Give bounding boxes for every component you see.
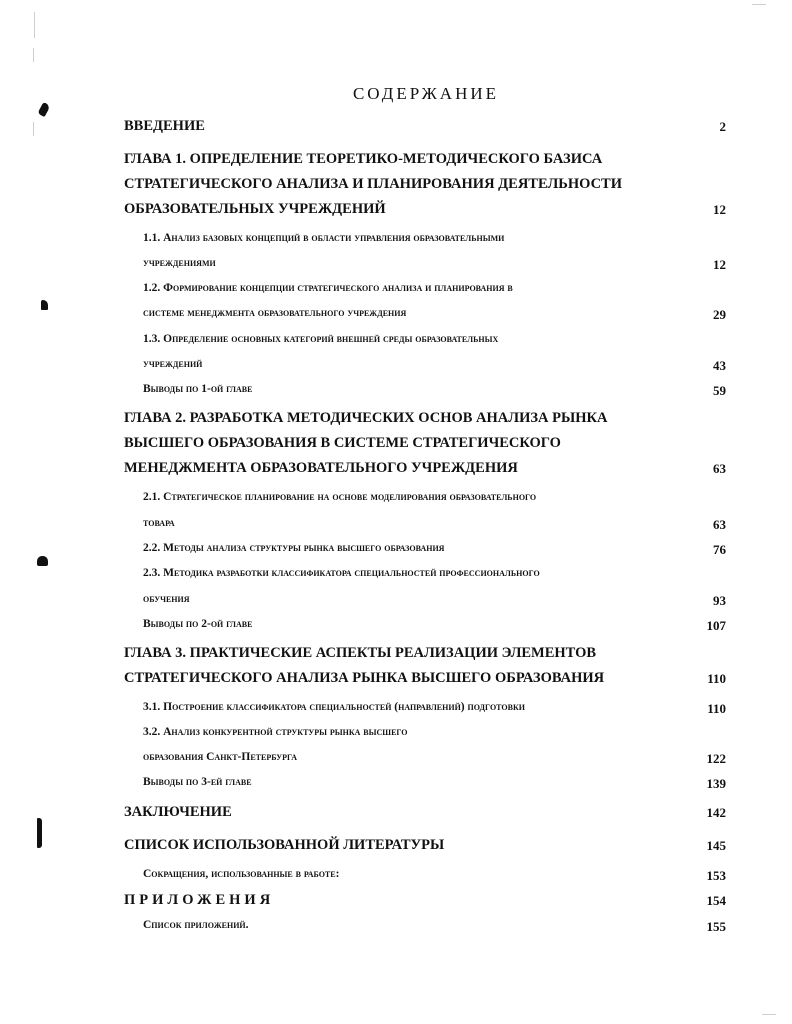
toc-page-number: 122 [706, 751, 726, 766]
toc-chapter: СТРАТЕГИЧЕСКОГО АНАЛИЗА И ПЛАНИРОВАНИЯ ДЕЯТЕЛЬНОСТИ [124, 176, 622, 192]
toc-section: 1.3. Определение основных категорий внешней среды образовательных [143, 333, 499, 345]
toc-section: Сокращения, использованные в работе: [143, 868, 340, 880]
toc-chapter: СПИСОК ИСПОЛЬЗОВАННОЙ ЛИТЕРАТУРЫ [124, 837, 445, 853]
toc-page-number: 155 [706, 919, 726, 934]
toc-section: образования Санкт-Петербурга [143, 751, 297, 763]
toc-section: 2.2. Методы анализа структуры рынка высшего образования [143, 542, 445, 554]
scan-mark [37, 556, 48, 566]
toc-page-number: 12 [713, 202, 726, 217]
toc-chapter: ВВЕДЕНИЕ [124, 118, 205, 134]
toc-chapter: ЗАКЛЮЧЕНИЕ [124, 804, 232, 820]
toc-section: 2.1. Стратегическое планирование на основе моделирования образовательного [143, 491, 537, 503]
toc-page-number: 12 [713, 257, 726, 272]
toc-section: 3.1. Построение классификатора специальностей (направлений) подготовки [143, 701, 525, 713]
toc-chapter: СТРАТЕГИЧЕСКОГО АНАЛИЗА РЫНКА ВЫСШЕГО ОБРАЗОВАНИЯ [124, 670, 605, 686]
toc-section: системе менеджмента образовательного учреждения [143, 307, 407, 319]
scan-mark [37, 102, 50, 117]
toc-page-number: 142 [706, 805, 726, 820]
toc-section: Выводы по 1-ой главе [143, 383, 253, 395]
toc-page-number: 154 [706, 893, 726, 908]
toc-page-number: 139 [706, 776, 726, 791]
toc-section: учреждениями [143, 257, 216, 269]
toc-section: учреждений [143, 358, 203, 370]
toc-page-number: 2 [719, 119, 726, 134]
toc-chapter: МЕНЕДЖМЕНТА ОБРАЗОВАТЕЛЬНОГО УЧРЕЖДЕНИЯ [124, 460, 518, 476]
toc-page-number: 145 [706, 838, 726, 853]
scan-mark [33, 48, 34, 62]
toc-page-number: 59 [713, 383, 726, 398]
toc-page-number: 110 [707, 701, 726, 716]
toc-page-number: 63 [713, 461, 726, 476]
toc-chapter: ГЛАВА 3. ПРАКТИЧЕСКИЕ АСПЕКТЫ РЕАЛИЗАЦИИ ЭЛЕМЕНТОВ [124, 645, 597, 661]
toc-page-number: 43 [713, 358, 726, 373]
toc-section: Выводы по 2-ой главе [143, 618, 253, 630]
toc-section: Список приложений. [143, 919, 249, 931]
scan-mark [34, 12, 35, 38]
toc-section: обучения [143, 593, 190, 605]
toc-page-number: 110 [707, 671, 726, 686]
page-title: СОДЕРЖАНИЕ [352, 84, 500, 103]
scan-mark [37, 818, 42, 848]
toc-page-number: 153 [706, 868, 726, 883]
scan-mark [752, 4, 766, 5]
toc-page-number: 63 [713, 517, 726, 532]
scan-mark [762, 1014, 776, 1015]
toc-page-number: 107 [706, 618, 726, 633]
toc-section: 2.3. Методика разработки классификатора специальностей профессионального [143, 567, 540, 579]
scan-mark [33, 122, 34, 136]
toc-chapter: ВЫСШЕГО ОБРАЗОВАНИЯ В СИСТЕМЕ СТРАТЕГИЧЕСКОГО [124, 435, 561, 451]
toc-section: 3.2. Анализ конкурентной структуры рынка высшего [143, 726, 408, 738]
toc-page-number: 29 [713, 307, 726, 322]
toc-page-number: 93 [713, 593, 726, 608]
toc-chapter: ГЛАВА 1. ОПРЕДЕЛЕНИЕ ТЕОРЕТИКО-МЕТОДИЧЕСКОГО БАЗИСА [124, 151, 603, 167]
toc-chapter: ОБРАЗОВАТЕЛЬНЫХ УЧРЕЖДЕНИЙ [124, 201, 386, 217]
toc-section: 1.1. Анализ базовых концепций в области управления образовательными [143, 232, 505, 244]
toc-section: товара [143, 517, 175, 529]
toc-chapter: ПРИЛОЖЕНИЯ [124, 892, 275, 908]
toc-page-number: 76 [713, 542, 726, 557]
scan-mark [41, 300, 48, 310]
toc-section: Выводы по 3-ей главе [143, 776, 252, 788]
toc-section: 1.2. Формирование концепции стратегического анализа и планирования в [143, 282, 513, 294]
toc-chapter: ГЛАВА 2. РАЗРАБОТКА МЕТОДИЧЕСКИХ ОСНОВ АНАЛИЗА РЫНКА [124, 410, 608, 426]
